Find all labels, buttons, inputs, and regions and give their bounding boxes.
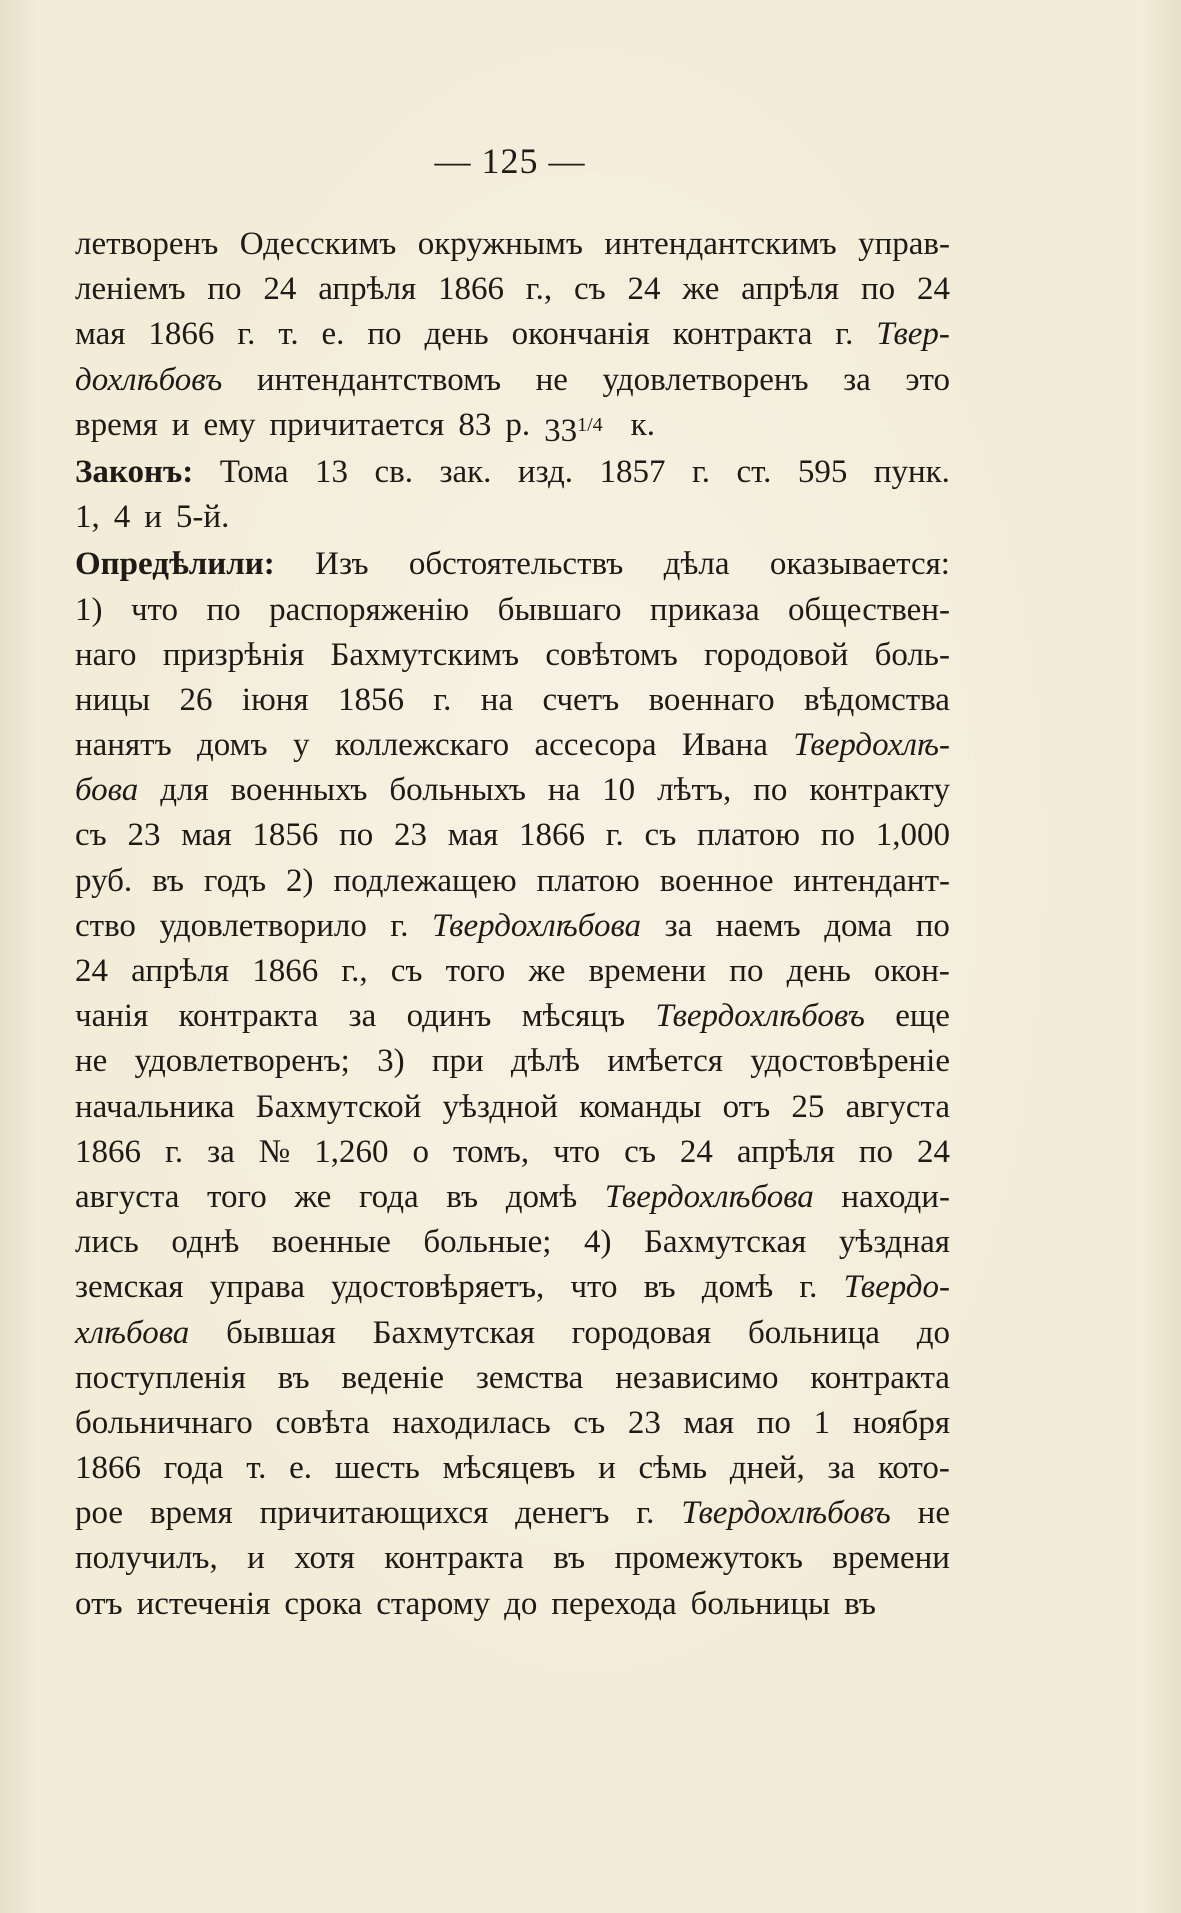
word: г. <box>835 316 854 353</box>
word: день <box>424 316 489 353</box>
word: сѣмь <box>638 1450 707 1487</box>
text-line <box>75 1311 950 1356</box>
word: за <box>664 907 693 944</box>
word: дѣлѣ <box>510 1043 580 1080</box>
word: въ <box>446 1178 479 1215</box>
word: обществен- <box>788 591 950 628</box>
word: леніемъ <box>75 271 186 308</box>
word: отъ <box>722 1088 771 1125</box>
word: августа <box>75 1178 180 1215</box>
word: 26 <box>179 681 213 718</box>
word: истеченія <box>136 1585 271 1622</box>
word: имѣется <box>607 1043 723 1080</box>
text-line <box>75 1265 950 1310</box>
word: 1866 <box>252 953 319 989</box>
word: что <box>553 1133 601 1170</box>
word: 24 <box>75 953 108 989</box>
word: по <box>339 817 374 854</box>
word: ноября <box>852 1404 950 1441</box>
word: 1,260 <box>314 1133 389 1170</box>
word: за <box>827 1450 856 1487</box>
word: больничнаго <box>75 1404 253 1441</box>
surname-word: Твердохлѣ- <box>793 727 950 764</box>
word: апрѣля <box>131 953 230 989</box>
word: № <box>258 1133 291 1170</box>
word: г. <box>605 817 624 854</box>
word: 24 <box>263 271 297 308</box>
word: съ <box>573 271 606 308</box>
word: интендант- <box>793 862 950 899</box>
word: бывшаго <box>497 591 622 628</box>
word: бывшая <box>226 1314 336 1351</box>
word: причитается <box>269 406 445 443</box>
word: контракта <box>178 998 319 1035</box>
word: по <box>206 591 241 628</box>
word: по <box>753 772 788 809</box>
word: наго <box>75 636 137 673</box>
fraction-superscript: 1/4 <box>577 413 603 436</box>
word: время <box>75 406 158 443</box>
text-line <box>75 633 950 678</box>
word: 1,000 <box>875 817 950 854</box>
word: г. <box>799 1269 818 1306</box>
word: окон- <box>873 953 950 989</box>
text-line <box>75 723 950 768</box>
text-line <box>75 1039 950 1084</box>
word: городовая <box>571 1314 712 1351</box>
word: г. <box>433 681 452 718</box>
word: г., <box>525 271 553 308</box>
word: больницы <box>690 1585 831 1622</box>
word: года <box>163 1450 224 1487</box>
word: по <box>915 907 950 944</box>
word: 24 <box>917 1133 950 1170</box>
text-line <box>75 1220 950 1265</box>
word: наемъ <box>715 907 801 944</box>
word: не <box>535 361 568 398</box>
word: апрѣля <box>736 1133 835 1170</box>
word: г., <box>341 953 368 989</box>
surname-word: Твердохлѣбовъ <box>681 1495 891 1532</box>
surname-word: хлѣбова <box>75 1314 190 1351</box>
word: 1866 <box>148 316 215 353</box>
text-line <box>75 813 950 858</box>
word: при <box>431 1043 484 1080</box>
text-line <box>75 904 950 949</box>
text-line <box>75 678 950 723</box>
surname-word: Твердохлѣбова <box>432 907 642 944</box>
word: счетъ <box>542 681 620 718</box>
word: находи- <box>841 1178 950 1215</box>
word: находилась <box>392 1404 551 1441</box>
word: ство <box>75 907 136 944</box>
word: окружнымъ <box>417 226 583 262</box>
word: Тома <box>219 453 289 490</box>
word: домѣ <box>505 1178 578 1215</box>
word: мая <box>447 817 499 854</box>
word: городовой <box>704 636 849 673</box>
word: что <box>570 1269 618 1306</box>
word: 595 <box>797 453 848 490</box>
text-line <box>75 495 950 540</box>
word: мѣсяцевъ <box>442 1450 576 1487</box>
word: по <box>860 271 896 308</box>
surname-word: Твердохлѣбова <box>604 1178 814 1215</box>
word: за <box>348 998 377 1035</box>
word: 5-й. <box>175 499 230 536</box>
word: контракта <box>672 316 813 353</box>
word: того <box>445 953 506 989</box>
word: е. <box>321 316 345 353</box>
word: мая <box>683 1404 735 1441</box>
word: 1866 <box>519 817 585 854</box>
word: 1 <box>813 1404 831 1441</box>
word: въ <box>152 862 184 899</box>
word: въ <box>643 1269 676 1306</box>
word: по <box>729 953 764 989</box>
word: удостовѣреніе <box>750 1043 950 1080</box>
body-text <box>75 222 950 1627</box>
word: дѣла <box>663 546 730 583</box>
text-line <box>75 949 950 994</box>
word: г. <box>165 1133 184 1170</box>
word: 1866 <box>75 1133 141 1170</box>
text-line <box>75 1085 950 1130</box>
word: же <box>528 953 566 989</box>
word: получилъ, <box>75 1540 218 1577</box>
word: обстоятельствъ <box>408 546 624 583</box>
word: и <box>171 406 190 443</box>
word: срока <box>284 1585 363 1622</box>
word: независимо <box>615 1359 779 1396</box>
word: что <box>130 591 179 628</box>
word: на <box>480 681 514 718</box>
word: руб. <box>75 862 133 899</box>
word: и <box>144 499 162 536</box>
word: съ <box>390 953 423 989</box>
word: совѣта <box>275 1404 370 1441</box>
word: лѣтъ, <box>657 772 732 809</box>
word: по <box>820 817 855 854</box>
text-line <box>75 1401 950 1446</box>
word: одинъ <box>406 998 492 1035</box>
word: 3) <box>377 1043 405 1080</box>
word: ницы <box>75 681 151 718</box>
word: времени <box>832 1540 950 1577</box>
word: по <box>207 271 242 308</box>
text-line <box>75 588 950 633</box>
word: 10 <box>602 772 636 809</box>
word: годъ <box>203 862 267 899</box>
word: у <box>292 727 310 764</box>
text-line <box>75 358 950 403</box>
word: года <box>358 1178 419 1215</box>
word: рое <box>75 1495 124 1532</box>
word: поступленія <box>75 1359 246 1396</box>
word: призрѣнія <box>162 636 305 673</box>
word: военныхъ <box>230 772 368 809</box>
word: же <box>294 1178 332 1215</box>
text-line <box>75 768 950 813</box>
word: 1, <box>75 499 100 536</box>
word: 23 <box>627 1404 661 1441</box>
page-number: — 125 — <box>434 141 586 181</box>
word: 331/4 <box>544 403 617 448</box>
word: шесть <box>334 1450 420 1487</box>
word: старому <box>376 1585 491 1622</box>
word: дней, <box>729 1450 805 1487</box>
text-line <box>75 1175 950 1220</box>
word: окончанія <box>511 316 650 353</box>
text-line <box>75 1130 950 1175</box>
heading-word: Законъ: <box>75 453 194 490</box>
word: же <box>682 271 720 308</box>
word: нанятъ <box>75 727 172 764</box>
word: это <box>905 361 950 398</box>
text-line <box>75 1536 950 1581</box>
surname-word: дохлѣбовъ <box>75 361 223 398</box>
word: пунк. <box>873 453 950 490</box>
word: контракта <box>810 1359 950 1396</box>
word: 13 <box>315 453 349 490</box>
word: отъ <box>75 1585 123 1622</box>
word: р. <box>505 406 531 443</box>
word: г. <box>636 1495 655 1532</box>
word: контракту <box>809 772 950 809</box>
word: начальника <box>75 1088 235 1125</box>
word: Бахмутская <box>643 1224 807 1261</box>
word: еще <box>895 998 950 1035</box>
word: г. <box>390 907 409 944</box>
word: за <box>207 1133 235 1170</box>
word: день <box>786 953 851 989</box>
text-line <box>75 403 950 448</box>
word: чанія <box>75 998 149 1035</box>
word: дома <box>824 907 893 944</box>
word: удостовѣряетъ, <box>331 1269 545 1306</box>
word: времени <box>588 953 707 989</box>
word: 23 <box>127 817 161 854</box>
word: до <box>916 1314 950 1351</box>
word: Ивана <box>681 727 768 764</box>
text-line <box>75 1491 950 1536</box>
word: мѣсяцъ <box>521 998 626 1035</box>
word: ст. <box>736 453 772 490</box>
word: денегъ <box>515 1495 610 1532</box>
word: 4) <box>583 1224 612 1261</box>
word: того <box>207 1178 267 1215</box>
text-line <box>75 542 950 587</box>
word: 4 <box>113 499 131 536</box>
word: к. <box>630 406 655 443</box>
word: хотя <box>294 1540 355 1577</box>
word: домъ <box>197 727 268 764</box>
word: по <box>858 1133 893 1170</box>
word: не <box>75 1043 108 1080</box>
word: зак. <box>439 453 492 490</box>
surname-word: Твер- <box>876 316 950 353</box>
word: ему <box>203 406 256 443</box>
word: подлежащею <box>333 862 517 899</box>
word: августа <box>845 1088 950 1125</box>
word: однѣ <box>171 1224 240 1261</box>
text-line <box>75 1356 950 1401</box>
word: 23 <box>394 817 428 854</box>
word: Изъ <box>315 546 369 583</box>
word: время <box>149 1495 233 1532</box>
heading-word: Опредѣлили: <box>75 546 275 583</box>
word: 1866 <box>75 1450 141 1487</box>
paragraph-opredelili <box>75 542 950 1627</box>
word: военные <box>271 1224 391 1261</box>
text-line <box>75 267 950 312</box>
word: земская <box>75 1269 184 1306</box>
text-line <box>75 859 950 904</box>
word: ассесора <box>534 727 657 764</box>
word: промежутокъ <box>614 1540 803 1577</box>
word: съ <box>624 1133 656 1170</box>
word: 1857 <box>599 453 666 490</box>
text-line <box>75 1582 950 1627</box>
word: по <box>367 316 402 353</box>
word: перехода <box>551 1585 677 1622</box>
word: вѣдомства <box>804 681 950 718</box>
word: съ <box>75 817 107 854</box>
word: и <box>247 1540 265 1577</box>
word: больница <box>747 1314 880 1351</box>
word: платою <box>697 817 801 854</box>
word: боль- <box>874 636 950 673</box>
paragraph-continuation <box>75 222 950 448</box>
word: съ <box>573 1404 606 1441</box>
word: г. <box>691 453 711 490</box>
word: управ- <box>858 226 950 262</box>
word: удовлетворенъ; <box>134 1043 350 1080</box>
word: до <box>504 1585 538 1622</box>
word: съ <box>644 817 677 854</box>
word: лись <box>75 1224 139 1261</box>
word: іюня <box>241 681 309 718</box>
word: больные; <box>423 1224 552 1261</box>
word: для <box>160 772 209 809</box>
word: мая <box>75 316 126 353</box>
text-line <box>75 1446 950 1491</box>
word: военное <box>659 862 774 899</box>
word: интендантскимъ <box>604 226 837 262</box>
word: распоряженію <box>269 591 470 628</box>
surname-word: Твердо- <box>843 1269 950 1306</box>
word: управа <box>209 1269 305 1306</box>
word: коллежскаго <box>334 727 510 764</box>
word: уѣздной <box>442 1088 558 1125</box>
word: 24 <box>916 271 950 308</box>
surname-word: Твердохлѣбовъ <box>655 998 865 1035</box>
word: въ <box>553 1540 586 1577</box>
word: домѣ <box>701 1269 774 1306</box>
word: Бахмутскимъ <box>330 636 520 673</box>
paragraph-zakon <box>75 450 950 540</box>
word: 83 <box>458 406 492 443</box>
word: уѣздная <box>838 1224 950 1261</box>
word: т. <box>278 316 299 353</box>
word: въ <box>277 1359 310 1396</box>
word: платою <box>536 862 640 899</box>
word: св. <box>374 453 413 490</box>
word: причитающихся <box>259 1495 489 1532</box>
word: не <box>917 1495 950 1532</box>
word: кото- <box>877 1450 950 1487</box>
word: 2) <box>285 862 314 899</box>
word: Одесскимъ <box>239 226 397 262</box>
word: на <box>547 772 581 809</box>
word: Бахмутская <box>372 1314 535 1351</box>
word: интендантствомъ <box>256 361 502 398</box>
word: совѣтомъ <box>545 636 678 673</box>
word: 1856 <box>337 681 404 718</box>
word: Бахмутской <box>255 1088 422 1125</box>
word: г. <box>237 316 256 353</box>
word: оказывается: <box>769 546 950 583</box>
word: за <box>843 361 871 398</box>
word: веденіе <box>341 1359 444 1396</box>
word: удовлетворило <box>159 907 367 944</box>
word: военнаго <box>648 681 775 718</box>
word: апрѣля <box>318 271 417 308</box>
word: 24 <box>679 1133 713 1170</box>
word: больныхъ <box>389 772 526 809</box>
surname-word: бова <box>75 772 139 809</box>
word: т. <box>246 1450 267 1487</box>
word: мая <box>181 817 232 854</box>
word: томъ, <box>453 1133 530 1170</box>
word: изд. <box>517 453 574 490</box>
word: 24 <box>627 271 661 308</box>
word: 1866 <box>437 271 504 308</box>
word: земства <box>475 1359 584 1396</box>
text-line <box>75 222 950 267</box>
word: е. <box>289 1450 313 1487</box>
word: о <box>412 1133 430 1170</box>
text-line <box>75 994 950 1039</box>
word: апрѣля <box>741 271 840 308</box>
word: команды <box>579 1088 702 1125</box>
word: приказа <box>649 591 760 628</box>
word: удовлетворенъ <box>602 361 809 398</box>
word: въ <box>844 1585 876 1622</box>
word: летворенъ <box>75 226 219 262</box>
word: контракта <box>384 1540 524 1577</box>
word: по <box>756 1404 791 1441</box>
text-line <box>75 450 950 495</box>
word: и <box>598 1450 616 1487</box>
word: 1) <box>75 591 103 628</box>
word: 1856 <box>252 817 319 854</box>
word: 25 <box>791 1088 825 1125</box>
text-line <box>75 312 950 357</box>
